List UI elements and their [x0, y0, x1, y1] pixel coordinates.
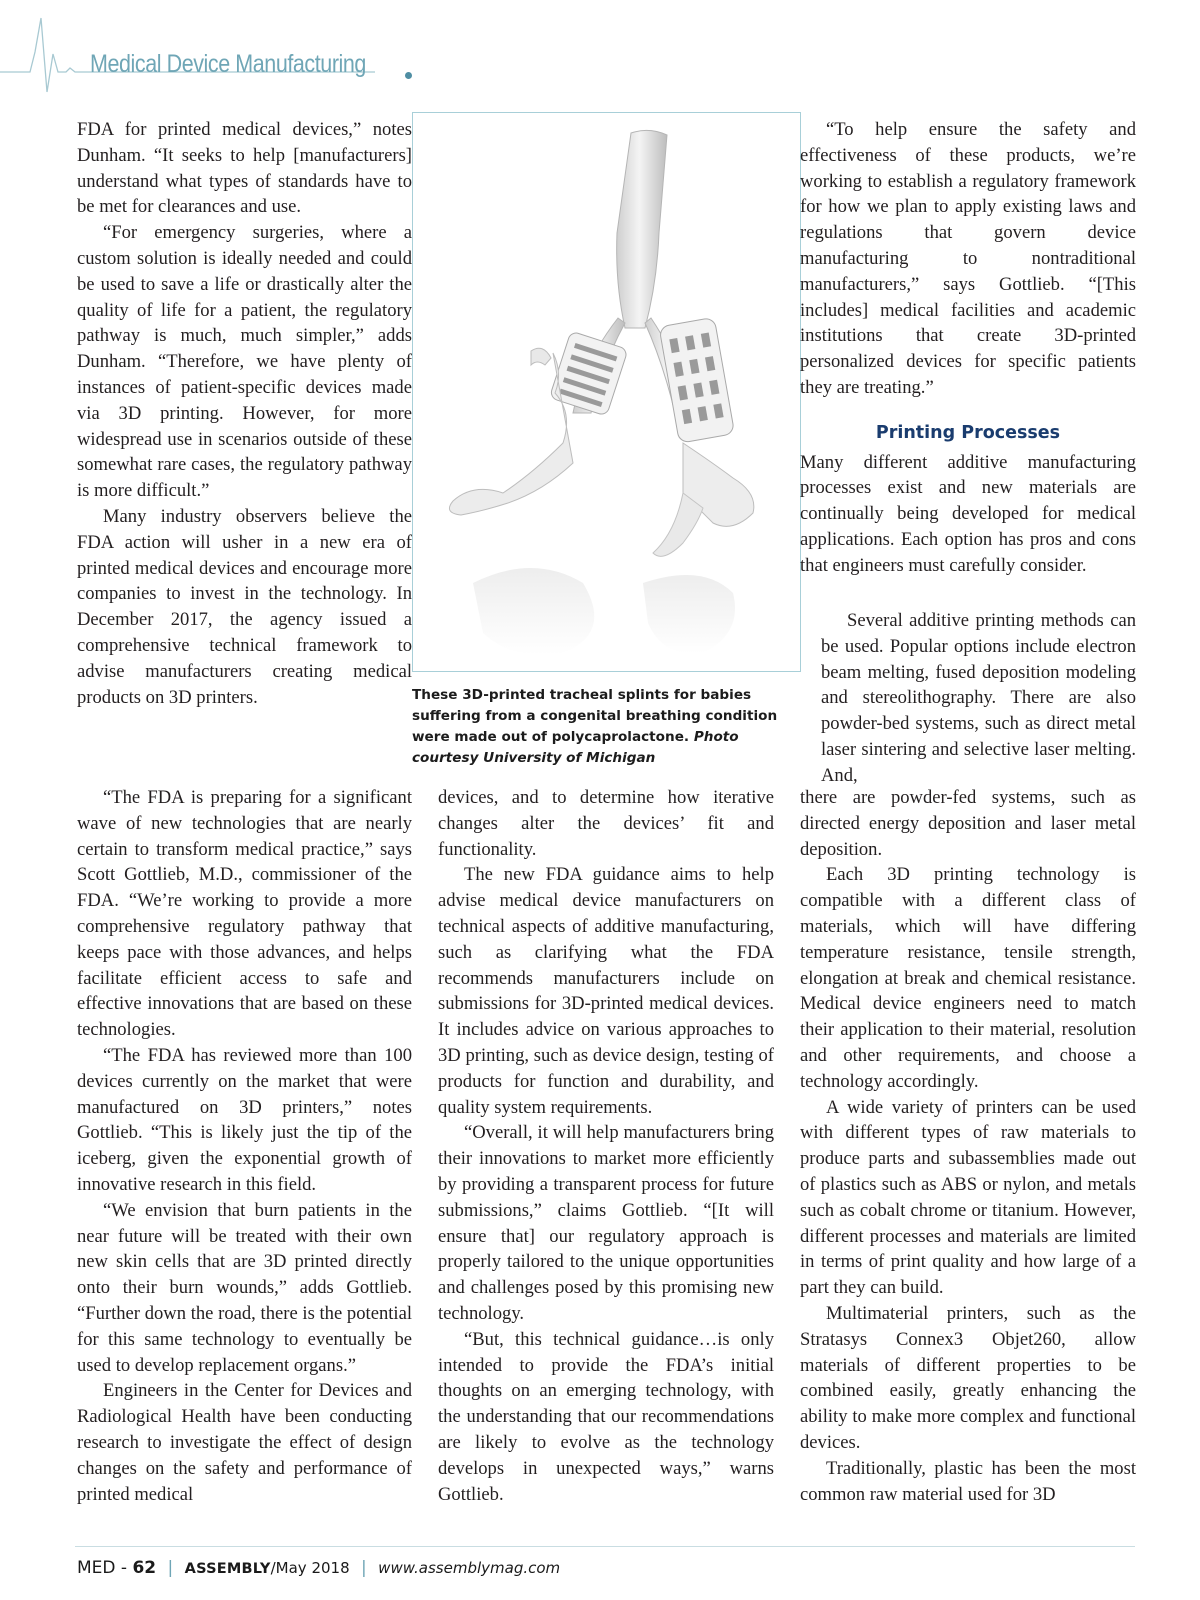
footer-separator: |	[361, 1558, 367, 1578]
paragraph: Several additive printing methods can be used. Popular options include electron beam melting, fused deposition modeling and stereolithography. There are also powder-bed systems, such as direct metal laser sintering and selective laser melting. And,	[821, 610, 1136, 786]
paragraph: “Overall, it will help manufacturers bring their innovations to market more efficiently by providing a transparent process for future submissions,” claims Gottlieb. “[It will ensure that] our regulatory approach is properly tailored to the unique opportunities and challenges posed by this promising new technology.	[438, 1122, 774, 1324]
paragraph: A wide variety of printers can be used with different types of raw materials to produce parts and subassemblies made out of plastics such as ABS or nylon, and metals such as cobalt chrome or titanium. However, different processes and materials are limited in terms of print quality and how large of a part they can build.	[800, 1096, 1136, 1299]
issue-date: /May 2018	[270, 1559, 350, 1577]
article-column-3	[800, 117, 1136, 579]
website-link[interactable]: www.assemblymag.com	[378, 1559, 561, 1577]
footer-section: MED -	[77, 1558, 128, 1578]
footer-divider	[75, 1546, 1135, 1547]
paragraph: “But, this technical guidance…is only intended to provide the FDA’s initial thoughts on an emerging technology, with the understanding that our recommendations are likely to evolve as the technology develops in unexpected ways,” warns Gottlieb.	[438, 1328, 774, 1505]
page-footer	[77, 1558, 560, 1578]
paragraph: Each 3D printing technology is compatible with a different class of materials, which will have differing temperature resistance, tensile strength, elongation at break and chemical resistance. Medical device engineers need to match their application to their material, resolution and other requirements, and choose a technology accordingly.	[800, 864, 1136, 1092]
article-column-1-lower	[77, 785, 412, 1507]
paragraph: The new FDA guidance aims to help advise medical device manufacturers on technical aspects of additive manufacturing, such as clarifying what the FDA recommends manufacturers include on submissions for 3D-printed medical devices. It includes advice on various approaches to 3D printing, such as device design, testing of products for function and durability, and quality system requirements.	[438, 864, 774, 1118]
paragraph: Multimaterial printers, such as the Stratasys Connex3 Objet260, allow materials of different properties to be combined easily, greatly enhancing the ability to make more complex and functional devices.	[800, 1302, 1136, 1453]
page-header	[0, 0, 1200, 100]
section-title: Medical Device Manufacturing	[90, 50, 366, 78]
footer-separator: |	[167, 1558, 174, 1578]
paragraph: Many different additive manufacturing processes exist and new materials are continually being developed for medical applications. Each option has pros and cons that engineers must carefully consider.	[800, 451, 1136, 576]
tracheal-splint-illustration	[413, 113, 800, 671]
paragraph: Engineers in the Center for Devices and Radiological Health have been conducting research to investigate the effect of design changes on the safety and performance of printed medical	[77, 1380, 412, 1505]
paragraph: Many industry observers believe the FDA action will usher in a new era of printed medical devices and encourage more companies to invest in the technology. In December 2017, the agency issued a comprehensive technical framework to advise manufacturers creating medical products on 3D printers.	[77, 505, 412, 708]
caption-credit: Photo courtesy University of Michigan	[412, 729, 739, 766]
paragraph: FDA for printed medical devices,” notes Dunham. “It seeks to help [manufacturers] understand what types of standards have to be met for clearances and use.	[77, 119, 412, 218]
paragraph: “The FDA is preparing for a significant wave of new technologies that are nearly certain to transform medical practice,” says Scott Gottlieb, M.D., commissioner of the FDA. “We’re working to provide a more comprehensive regulatory pathway that keeps pace with those advances, and helps facilitate efficient access to safe and effective innovations that are based on these technologies.	[77, 787, 412, 1041]
paragraph: “To help ensure the safety and effectiveness of these products, we’re working to establish a regulatory framework for how we plan to apply existing laws and regulations that govern device manufacturing to nontraditional manufacturers,” says Gottlieb. “[This includes] medical facilities and academic institutions that create 3D-printed personalized devices for specific patients they are treating.”	[800, 119, 1136, 398]
title-dot	[405, 72, 412, 79]
article-column-2	[438, 785, 774, 1507]
magazine-name: ASSEMBLY	[184, 1561, 271, 1577]
paragraph: “For emergency surgeries, where a custom solution is ideally needed and could be used to save a life or drastically alter the quality of life for a patient, the regulatory pathway is much, much simpler,” adds Dunham. “Therefore, we have plenty of instances of patient-specific devices made via 3D printing. However, for more widespread use in scenarios outside of these somewhat rare cases, the regulatory pathway is more difficult.”	[77, 222, 412, 502]
subheading: Printing Processes	[875, 422, 1061, 443]
page-number: 62	[132, 1558, 157, 1578]
paragraph: Traditionally, plastic has been the most common raw material used for 3D	[800, 1457, 1136, 1505]
photo-caption	[412, 685, 784, 769]
paragraph: there are powder-fed systems, such as directed energy deposition and laser metal deposition.	[800, 787, 1136, 860]
paragraph: “We envision that burn patients in the near future will be treated with their own new skin cells that are 3D printed directly onto their burn wounds,” adds Gottlieb. “Further down the road, there is the potential for this same technology to eventually be used to develop replacement organs.”	[77, 1199, 412, 1376]
caption-text: These 3D-printed tracheal splints for babies suffering from a congenital breathing condition were made out of polycaprolactone.	[412, 687, 778, 745]
paragraph: devices, and to determine how iterative changes alter the devices’ fit and functionality.	[438, 787, 774, 860]
tracheal-splint-photo	[412, 112, 801, 672]
article-column-3-lower	[800, 785, 1136, 1507]
article-column-1	[77, 117, 412, 710]
paragraph: “The FDA has reviewed more than 100 devices currently on the market that were manufactured on 3D printers,” notes Gottlieb. “This is likely just the tip of the iceberg, given the exponential growth of innovative research in this field.	[77, 1044, 412, 1195]
article-column-3-middle	[821, 608, 1136, 789]
